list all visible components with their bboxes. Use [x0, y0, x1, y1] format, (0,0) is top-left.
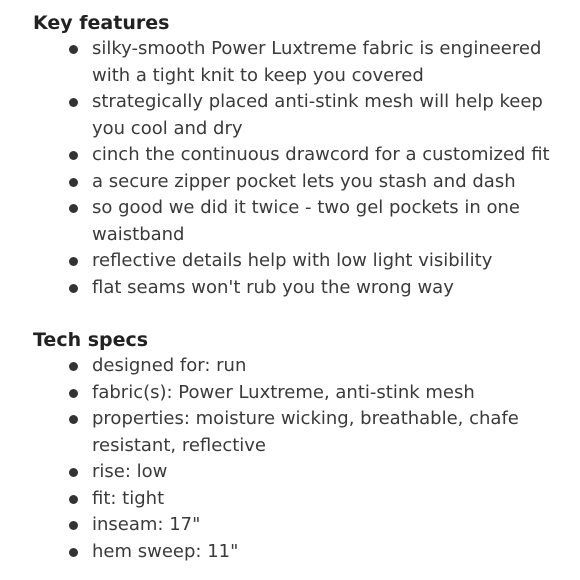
- bullet-icon: [69, 468, 78, 477]
- list-item-text: designed for: run: [92, 355, 247, 376]
- product-details: [33, 10, 573, 565]
- bullet-icon: [69, 204, 78, 213]
- list-item-text: reflective details help with low light visibility: [92, 250, 493, 271]
- list-item: [33, 275, 573, 302]
- bullet-icon: [69, 415, 78, 424]
- list-item-text: flat seams won't rub you the wrong way: [92, 276, 454, 298]
- bullet-icon: [69, 521, 78, 530]
- list-item-text: properties: moisture wicking, breathable, chafe resistant, reflective: [92, 408, 519, 456]
- list-item-text: hem sweep: 11": [92, 540, 239, 562]
- bullet-icon: [69, 284, 78, 293]
- list-item: [33, 353, 573, 380]
- list-item: [33, 36, 573, 89]
- list-item-text: strategically placed anti-stink mesh will help keep you cool and dry: [92, 91, 543, 139]
- list-item-text: a secure zipper pocket lets you stash and dash: [92, 170, 516, 192]
- list-item: [33, 89, 573, 142]
- key-features-heading: Key features: [33, 12, 170, 34]
- list-item: [33, 142, 573, 169]
- list-item: [33, 380, 573, 407]
- bullet-icon: [69, 151, 78, 160]
- bullet-icon: [69, 257, 78, 266]
- list-item: [33, 406, 573, 459]
- bullet-icon: [69, 548, 78, 557]
- list-item: [33, 195, 573, 248]
- bullet-icon: [69, 45, 78, 54]
- section-spacer: [33, 301, 573, 327]
- list-item-text: rise: low: [92, 461, 168, 482]
- bullet-icon: [69, 495, 78, 504]
- list-item-text: fabric(s): Power Luxtreme, anti-stink mesh: [92, 381, 475, 403]
- list-item-text: silky-smooth Power Luxtreme fabric is engineered with a tight knit to keep you covered: [92, 38, 542, 86]
- bullet-icon: [69, 98, 78, 107]
- list-item: [33, 539, 573, 566]
- list-item-text: cinch the continuous drawcord for a customized fit: [92, 144, 550, 165]
- list-item: [33, 169, 573, 196]
- key-features-list: [33, 36, 573, 301]
- list-item: [33, 459, 573, 486]
- tech-specs-heading: Tech specs: [33, 329, 149, 351]
- list-item: [33, 248, 573, 275]
- list-item: [33, 512, 573, 539]
- list-item-text: so good we did it twice - two gel pockets in one waistband: [92, 197, 520, 245]
- list-item: [33, 486, 573, 513]
- bullet-icon: [69, 389, 78, 398]
- tech-specs-list: [33, 353, 573, 565]
- list-item-text: fit: tight: [92, 487, 165, 509]
- list-item-text: inseam: 17": [92, 514, 201, 535]
- bullet-icon: [69, 178, 78, 187]
- bullet-icon: [69, 362, 78, 371]
